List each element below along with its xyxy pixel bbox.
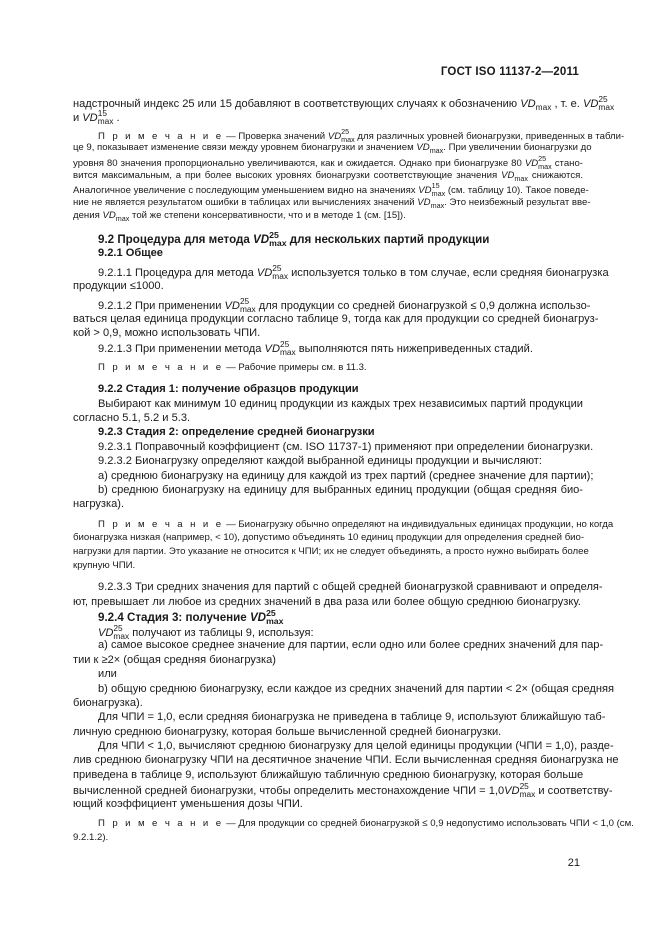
text-line: П р и м е ч а н и е — Рабочие примеры см. в 11.3. <box>98 361 367 373</box>
text-line: кой > 0,9, можно использовать ЧПИ. <box>73 326 261 339</box>
text-line: уровня 80 значения пропорционально увеличиваются, как и ожидается. Однако при бионагрузке 80 VD 25 max стано- <box>73 153 583 171</box>
text-line: дения $VD_{max}$ той же степени консервативности, что и в методе 1 (см. [15]). <box>73 210 406 224</box>
spacer <box>73 223 583 231</box>
text-line: 9.2.3.3 Три средних значения для партий с общей средней бионагрузкой сравнивают и определя- <box>98 581 603 594</box>
text-line: а) самое высокое среднее значение для партии, если одно или более средних значений для пар- <box>98 639 604 652</box>
text-line: согласно 5.1, 5.2 и 5.3. <box>73 412 191 425</box>
text-line: a) среднюю бионагрузку на единицу для каждой из трех партий (среднее значение для партии); <box>98 469 594 482</box>
text-line: ние не является результатом ошибки в таблицах или вычислениях значений $VD_{max}$. Это неизбежный результат вве- <box>73 196 591 210</box>
text-line: П р и м е ч а н и е — Бионагрузку обычно определяют на индивидуальных единицах продукции, но когда <box>98 518 614 530</box>
spacer <box>73 374 583 382</box>
text-line: тии к ≥2× (общая средняя бионагрузка) <box>73 653 276 666</box>
text-line: нагрузки для партии. Это указание не относится к ЧПИ; их не следует объединять, а просто нужно выбирать более <box>73 545 589 557</box>
text-line: бионагрузка низкая (например, < 10), допустимо объединять 10 единиц продукции для определения средней био- <box>73 532 585 544</box>
text-line: Выбирают как минимум 10 единиц продукции из каждых трех независимых партий продукции <box>98 397 583 410</box>
text-line: или <box>98 668 117 681</box>
text-line: 9.2.1.2). <box>73 831 109 843</box>
text-line: личную среднюю бионагрузку, которая больше вычисленной средней бионагрузки. <box>73 725 502 738</box>
text-line: 9.2.1 Общее <box>98 246 163 259</box>
text-line: 9.2 Процедура для метода VD 25 max для нескольких партий продукции <box>98 229 490 248</box>
text-line: VD 25 max получают из таблицы 9, используя: <box>98 622 314 641</box>
text-line: Аналогичное увеличение с последующим уменьшением видно на значениях VD 15 max (см. таблицу 10). Такое поведе- <box>73 181 589 199</box>
page-number: 21 <box>567 857 580 869</box>
text-line: вится максимальным, а при более высоких уровнях бионагрузки соответствующие значения $VD_{max}$ снижаются. <box>73 169 583 183</box>
text-line: це 9, показывает изменение связи между уровнем бионагрузки и значением $VD_{max}$. При увеличении бионагрузки до <box>73 142 592 156</box>
text-line: 9.2.4 Стадия 3: получение VD 25 max <box>98 607 284 626</box>
document-body <box>73 94 634 844</box>
text-line: 9.2.3.1 Поправочный коэффициент (см. ISO 11737-1) применяют при определении бионагрузки. <box>98 440 594 453</box>
text-line: 9.2.1.2 При применении VD 25 max для продукции со средней бионагрузкой ≤ 0,9 должна использо- <box>98 296 591 315</box>
text-line: b) общую среднюю бионагрузку, если каждое из средних значений для партии < 2× (общая средняя <box>98 682 614 695</box>
text-line: крупную ЧПИ. <box>73 559 136 571</box>
text-line: Для ЧПИ < 1,0, вычисляют среднюю бионагрузку для целой единицы продукции (ЧПИ = 1,0), разде- <box>98 740 614 753</box>
text-line: Для ЧПИ = 1,0, если средняя бионагрузка не приведена в таблице 9, используют ближайшую таб- <box>98 711 606 724</box>
text-line: 9.2.3.2 Бионагрузку определяют каждой выбранной единицы продукции и вычисляют: <box>98 455 542 468</box>
page-header: ГОСТ ISO 11137-2—2011 <box>440 66 579 78</box>
spacer <box>73 572 583 580</box>
text-line: 9.2.3 Стадия 2: определение средней бионагрузки <box>98 426 375 439</box>
text-line: бионагрузка). <box>73 696 143 709</box>
text-line: b) среднюю бионагрузку на единицу для выбранных единиц продукции (общая средняя био- <box>98 484 583 496</box>
text-line: ющий коэффициент уменьшения дозы ЧПИ. <box>73 797 303 810</box>
text-line: надстрочный индекс 25 или 15 добавляют в соответствующих случаях к обозначению $VD_{max}$ , т. е. VD 25 max <box>73 94 615 113</box>
text-line: продукции ≤1000. <box>73 279 164 292</box>
text-line: ют, превышает ли любое из средних значений в два раза или более общую среднюю бионагрузку. <box>73 595 581 608</box>
text-line: и VD 15 max . <box>73 108 120 127</box>
text-line: 9.2.1.3 При применении метода VD 25 max выполняются пять нижеприведенных стадий. <box>98 339 533 358</box>
text-line: 9.2.2 Стадия 1: получение образцов продукции <box>98 383 359 396</box>
text-line: 9.2.1.1 Процедура для метода VD 25 max используется только в том случае, если средняя бионагрузка <box>98 263 609 282</box>
text-line: вычисленной средней бионагрузки, чтобы определить местонахождение ЧПИ = 1,0VD 25 max и соответству- <box>73 781 613 800</box>
text-line: П р и м е ч а н и е — Для продукции со средней бионагрузкой ≤ 0,9 недопустимо использовать ЧПИ < 1,0 (см. <box>98 818 634 830</box>
text-line: П р и м е ч а н и е — Проверка значений VD 25 max для различных уровней бионагрузки, приведенных в табли- <box>98 126 625 144</box>
text-line: приведена в таблице 9, используют ближайшую табличную среднюю бионагрузку, которая больше <box>73 768 584 781</box>
text-line: нагрузка). <box>73 498 125 511</box>
text-line: лив среднюю бионагрузку ЧПИ на десятичное значение ЧПИ. Если вычисленная средняя бионагрузка не <box>73 754 619 767</box>
text-line: ваться целая единица продукции согласно таблице 9, тогда как для продукции со средней бионагруз- <box>73 312 599 325</box>
